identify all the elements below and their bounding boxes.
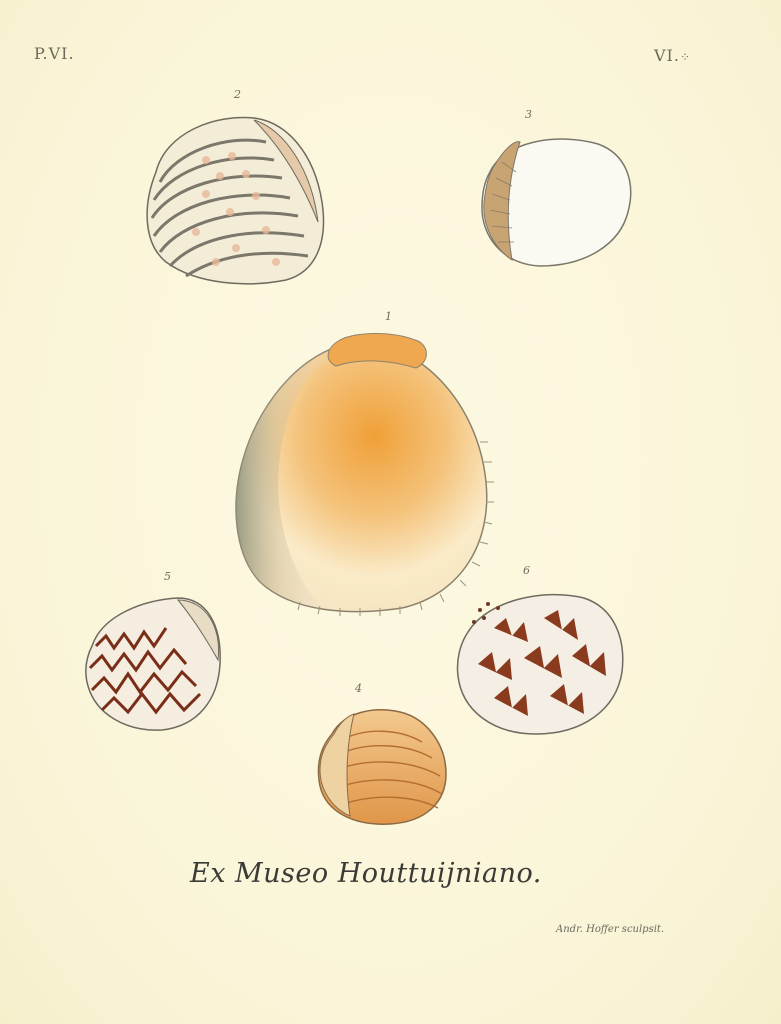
figure-number-6: 6	[523, 564, 530, 577]
engraver-credit: Andr. Hoffer sculpsit.	[556, 924, 665, 935]
figure-number-1: 1	[385, 310, 392, 323]
spotted-brown-shell	[454, 588, 628, 738]
plate-mark-right-text: VI.	[654, 46, 680, 65]
striped-clam-shell	[136, 112, 328, 287]
figure-number-3: 3	[525, 108, 532, 121]
small-orange-clam-shell	[314, 704, 450, 828]
zigzag-patterned-shell	[82, 594, 224, 734]
plate-caption: Ex Museo Houttuijniano.	[190, 858, 542, 889]
orange-cockle-shell	[230, 332, 494, 618]
plate-mark-left: P.VI.	[34, 44, 75, 63]
figure-number-4: 4	[355, 682, 362, 695]
figure-number-5: 5	[164, 570, 171, 583]
figure-number-2: 2	[234, 88, 241, 101]
white-clam-shell	[476, 132, 636, 270]
plate-mark-right: VI.⁘	[654, 46, 692, 65]
